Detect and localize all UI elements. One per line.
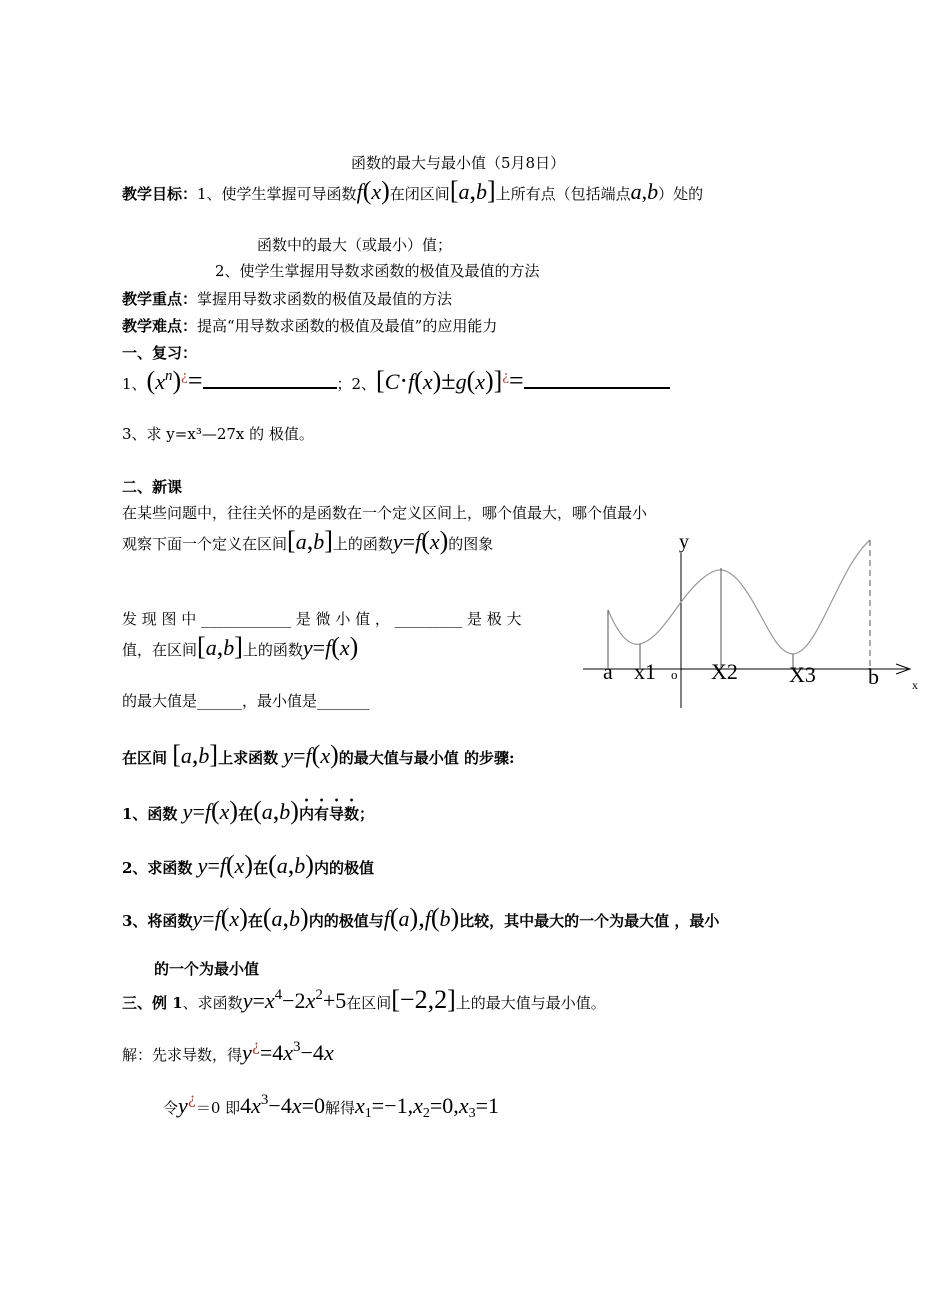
label-a: a (603, 659, 613, 684)
math-xn-derivative: $(x^n)^¿=$ (146, 366, 203, 395)
goals-line1-a: 1、使学生掌握可导函数 (197, 185, 357, 203)
function-graph (578, 528, 928, 713)
review-heading: 一、复习： (122, 344, 198, 362)
goals-line-1: 教学目标：1、使学生掌握可导函数f(x)在闭区间[a,b]上所有点（包括端点a,b）处的 (122, 176, 704, 205)
math-ab: a (630, 179, 642, 204)
label-x2: X2 (711, 659, 738, 684)
new-lesson-p2: 观察下面一个定义在区间[a,b]上的函数y=f(x)的图象 (122, 526, 494, 555)
solution-line-2: 令y¿＝0 即4x3−4x=0解得x1=−1,x2=0,x3=1 (163, 1090, 499, 1121)
new-lesson-p1: 在某些问题中，往往关怀的是函数在一个定义区间上，哪个值最大，哪个值最小 (122, 504, 648, 522)
page-title: 函数的最大与最小值（5月8日） (351, 154, 566, 172)
step-3-cont: 的一个为最小值 (154, 960, 260, 978)
new-lesson-heading: 二、新课 (122, 478, 183, 496)
difficulty: 教学难点：提高“用导数求函数的极值及最值”的应用能力 (122, 317, 498, 335)
math-fx: f (356, 179, 363, 204)
step-1: 1、函数 y=f(x)在(a,b)内有导数； (122, 796, 374, 825)
step-3: 3、将函数y=f(x)在(a,b)内的极值与f(a),f(b)比较，其中最大的一个为最大值 ，最小 (122, 903, 720, 932)
find-line-a: 发 现 图 中 ____________ 是 微 小 值 ， _________ 是 极 大 (122, 610, 522, 628)
find-line-b: 值，在区间[a,b]上的函数y=f(x) (122, 632, 359, 661)
function-curve (608, 540, 870, 654)
review-q1-q2: 1、$(x^n)^¿=$ ；2、[C·f(x)±g(x)]¿= (122, 366, 670, 396)
label-x: x (912, 678, 918, 692)
step-2: 2、求函数 y=f(x)在(a,b)内的极值 (122, 850, 374, 879)
goals-line-3: 2、使学生掌握用导数求函数的极值及最值的方法 (215, 262, 540, 280)
math-interval-ab: [a,b] (449, 176, 496, 205)
key-point: 教学重点：掌握用导数求函数的极值及最值的方法 (122, 290, 453, 308)
goals-line-2: 函数中的最大（或最小）值； (257, 236, 453, 254)
blank-2 (524, 387, 670, 389)
solution-line-1: 解：先求导数，得y¿=4x3−4x (122, 1037, 334, 1065)
goals-line1-b: 在闭区间 (389, 185, 450, 203)
find-line-c: 的最大值是______，最小值是_______ (122, 692, 370, 710)
goals-label: 教学目标： (122, 185, 198, 203)
label-o: o (671, 667, 678, 682)
label-b: b (868, 664, 879, 689)
blank-1 (203, 387, 337, 389)
label-x3: X3 (789, 662, 816, 687)
review-q3: 3、求 y=x³—27x 的 极值。 (122, 425, 314, 443)
example-1: 三、例 1、求函数y=x4−2x2+5在区间[−2,2]上的最大值与最小值。 (122, 985, 606, 1014)
steps-title: 在区间 [a,b]上求函数 y=f(x)的最大值与最小值 的步骤: (122, 740, 515, 769)
label-x1: x1 (634, 659, 656, 684)
goals-line1-d: ）处的 (658, 185, 704, 203)
label-y: y (679, 531, 689, 553)
goals-line1-c: 上所有点（包括端点 (495, 185, 631, 203)
math-sum-derivative: [C·f(x)±g(x)]¿= (376, 366, 524, 395)
